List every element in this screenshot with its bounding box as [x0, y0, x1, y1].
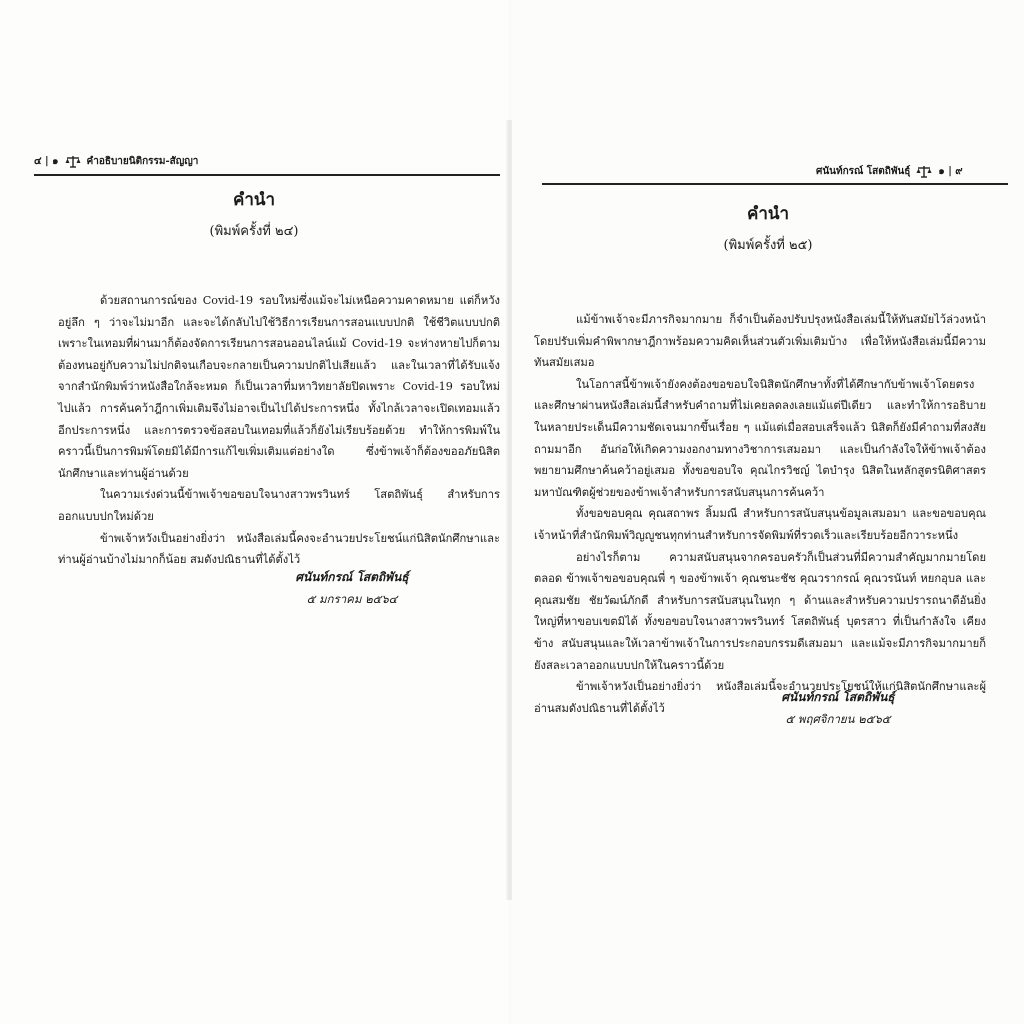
right-page-title: คำนำ	[746, 204, 790, 224]
right-page-subtitle: (พิมพ์ครั้งที่ ๒๕)	[723, 238, 813, 253]
right-running-head	[816, 164, 963, 179]
right-paragraph-3: ทั้งขอขอบคุณ คุณสถาพร ลิ้มมณี สำหรับการสนับสนุนข้อมูลเสมอมา และขอขอบคุณเจ้าหน้าที่สำนักพิมพ์วิญญูชนทุกท่านสำหรับการจัดพิมพ์ที่รวดเร็วและเรียบร้อยอีกวาระหนึ่ง	[534, 507, 986, 542]
left-paragraph-3: ข้าพเจ้าหวังเป็นอย่างยิ่งว่า หนังสือเล่มนี้คงจะอำนวยประโยชน์แก่นิสิตนักศึกษาและท่านผู้อ่านบ้างไม่มากก็น้อย สมดังปณิธานที่ได้ตั้งไว้	[58, 531, 500, 567]
right-signature-name: ศนันท์กรณ์ โสตถิพันธุ์	[781, 690, 895, 704]
left-paragraph-2: ในความเร่งด่วนนี้ข้าพเจ้าขอขอบใจนางสาวพรวินทร์ โสตถิพันธุ์ สำหรับการออกแบบปกใหม่ด้วย	[58, 488, 500, 523]
right-author-name: ศนันท์กรณ์ โสตถิพันธุ์	[816, 166, 911, 177]
left-running-head	[34, 154, 198, 169]
left-book-title: คำอธิบายนิติกรรม-สัญญา	[86, 156, 199, 167]
left-page-subtitle: (พิมพ์ครั้งที่ ๒๔)	[209, 224, 299, 239]
left-signature	[262, 568, 442, 609]
right-paragraph-5: ข้าพเจ้าหวังเป็นอย่างยิ่งว่า หนังสือเล่มนี้จะอำนวยประโยชน์ให้แก่นิสิตนักศึกษาและผู้อ่านสมดังปณิธานที่ได้ตั้งไว้	[534, 680, 986, 715]
left-signature-name: ศนันท์กรณ์ โสตถิพันธุ์	[295, 570, 409, 584]
right-signature-date: ๕ พฤศจิกายน ๒๕๖๕	[785, 712, 891, 726]
left-paragraph-1: ด้วยสถานการณ์ของ Covid-19 รอบใหม่ซึ่งแม้จะไม่เหนือความคาดหมาย แต่ก็หวังอยู่ลึก ๆ ว่าจะไม่มาอีก และจะได้กลับไปใช้วิธีการเรียนการสอนแบบปกติ ใช้ชีวิตแบบปกติ เพราะในเทอมที่ผ่านมาก็ต้องจัดการเรียนการสอนออนไลน์แม้ Covid-19 จะห่างหายไปก็ตาม ต้องทนอยู่กับความไม่ปกติจนเกือบจะกลายเป็นความปกติไปเสียแล้ว และในเวลาที่ได้รับแจ้งจากสำนักพิมพ์ว่าหนังสือใกล้จะหมด ก็เป็นเวลาที่มหาวิทยาลัยปิดเพราะ Covid-19 รอบใหม่ไปแล้ว การค้นคว้าฎีกาเพิ่มเติมจึงไม่อาจเป็นไปได้ประการหนึ่ง ทั้งไกล้เวลาจะเปิดเทอมแล้วอีกประการหนึ่ง และการตรวจข้อสอบในเทอมที่แล้วก็ยังไม่เรียบร้อยด้วย ทำให้การพิมพ์ในคราวนี้เป็นการพิมพ์โดยมิได้มีการแก้ไขเพิ่มเติมแต่อย่างใด ซึ่งข้าพเจ้าก็ต้องขออภัยนิสิตนักศึกษาและท่านผู้อ่านด้วย	[58, 294, 500, 480]
right-page-number: ๑ | ๙	[938, 166, 963, 177]
left-header-rule	[34, 174, 500, 176]
right-header-rule	[542, 183, 1008, 185]
right-paragraph-1: แม้ข้าพเจ้าจะมีภารกิจมากมาย ก็จำเป็นต้องปรับปรุงหนังสือเล่มนี้ให้ทันสมัยไว้ล่วงหน้าโดยปรับเพิ่มคำพิพากษาฎีกาพร้อมความคิดเห็นส่วนตัวเพิ่มเติมบ้าง เพื่อให้หนังสือเล่มนี้มีความทันสมัยเสมอ	[534, 313, 986, 370]
scales-of-justice-icon	[916, 165, 932, 178]
right-paragraph-4: อย่างไรก็ตาม ความสนับสนุนจากครอบครัวก็เป็นส่วนที่มีความสำคัญมากมายโดยตลอด ข้าพเจ้าขอขอบคุณพี่ ๆ ของข้าพเจ้า คุณชนะชัช คุณวรากรณ์ คุณวรนันท์ หยกอุบล และคุณสมชัย ชัยวัฒน์ภักดี สำหรับการสนับสนุนในทุก ๆ ด้านและสำหรับความปรารถนาดีอันยิ่งใหญ่ที่หาขอบเขตมิได้ ทั้งขอขอบใจนางสาวพรวินทร์ โสตถิพันธุ์ บุตรสาว ที่เป็นกำลังใจ เคียงข้าง สนับสนุนและให้เวลาข้าพเจ้าในการประกอบกรรมดีเสมอมา และแม้จะมีภารกิจมากมายก็ยังสละเวลาออกแบบปกให้ในคราวนี้ด้วย	[534, 550, 986, 672]
right-page	[512, 0, 1024, 1024]
right-signature	[748, 688, 928, 729]
right-body-text	[534, 309, 986, 719]
right-paragraph-2: ในโอกาสนี้ข้าพเจ้ายังคงต้องขอขอบใจนิสิตนักศึกษาทั้งที่ได้ศึกษากับข้าพเจ้าโดยตรงและศึกษาผ่านหนังสือเล่มนี้สำหรับคำถามที่ไม่เคยลดลงเลยแม้แต่ปีเดียว และทำให้การอธิบายในหลายประเด็นมีความชัดเจนมากขึ้นเรื่อย ๆ แม้แต่เมื่อสอบเสร็จแล้ว นิสิตก็ยังมีคำถามที่สงสัยถามมาอีก อันก่อให้เกิดความงอกงามทางวิชาการเสมอมา และเป็นกำลังใจให้ข้าพเจ้าต้องพยายามศึกษาค้นคว้าอยู่เสมอ ทั้งขอขอบใจ คุณไกรวิชญ์ ไตบำรุง นิสิตในหลักสูตรนิติศาสตรมหาบัณฑิตผู้ช่วยของข้าพเจ้าสำหรับการสนับสนุนการค้นคว้า	[534, 377, 986, 499]
left-page	[0, 0, 508, 1024]
left-signature-date: ๕ มกราคม ๒๕๖๔	[306, 592, 398, 606]
left-body-text	[58, 290, 500, 571]
left-page-title: คำนำ	[232, 190, 276, 210]
left-page-number: ๔ | ๑	[34, 156, 59, 167]
scales-of-justice-icon	[65, 155, 81, 168]
